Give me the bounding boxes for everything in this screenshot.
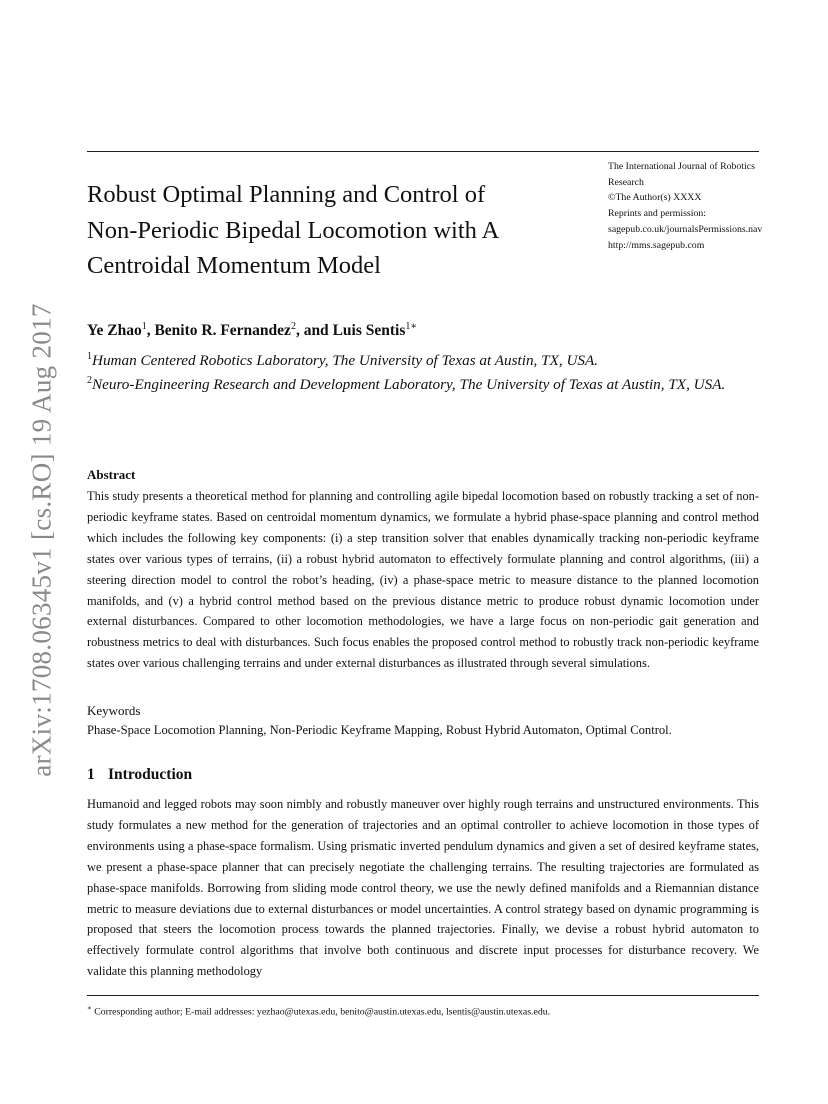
paper-title [87,177,557,284]
affiliation-mark: 1 [141,321,147,332]
footnote-mark: ∗ [87,1004,92,1012]
affiliation-text: Human Centered Robotics Laboratory, The University of Texas at Austin, TX, USA. [92,352,599,370]
author-list [87,321,417,340]
footnote [87,1004,550,1017]
abstract-heading: Abstract [87,467,136,482]
journal-copyright: ©The Author(s) XXXX [608,192,702,204]
journal-name-cont: Research [608,176,644,188]
author-separator: , [146,322,155,340]
footnote-rule [87,995,759,996]
journal-info [608,159,773,253]
section-number: 1 [87,766,95,783]
affiliation-mark: 2 [87,375,92,386]
affiliation-mark: 2 [290,321,296,332]
author-name: Benito R. Fernandez [154,322,291,340]
journal-reprints: Reprints and permission: [608,208,706,220]
affiliation-mark: 1 [87,351,92,362]
introduction-body: Humanoid and legged robots may soon nimbly and robustly maneuver over highly rough terrains and unstructured environments. This study formulates a new method for the generation of trajectories and an optimal controller to achieve locomotion in those types of environments using a phase-space formalism. Using prismatic inverted pendulum dynamics and given a set of desired keyframe states, we present a phase-space planner that can precisely negotiate the challenging terrains. The resulting trajectories are formulated as phase-space manifolds. Borrowing from sliding mode control theory, we use the newly defined manifolds and a Riemannian distance metric to measure deviations due to external disturbances or model uncertainties. A control strategy based on dynamic programming is proposed that steers the locomotion process towards the planned trajectories. Finally, we devise a robust hybrid automaton to effectively formulate control algorithms that involve both continuous and discrete input processes for disturbance recovery. We validate this planning methodology [87,797,759,979]
affiliation-2 [87,369,759,397]
section-title: Introduction [108,766,193,783]
author-name: Luis Sentis [332,322,406,340]
author-name: Ye Zhao [87,322,142,340]
journal-reprints-url: sagepub.co.uk/journalsPermissions.nav [608,223,763,235]
title-line: Centroidal Momentum Model [87,252,381,279]
section-heading [87,766,192,784]
affiliation-mark: 1∗ [405,321,418,332]
keywords-list: Phase-Space Locomotion Planning, Non-Periodic Keyframe Mapping, Robust Hybrid Automaton, Optimal Control. [87,723,672,737]
title-line: Non-Periodic Bipedal Locomotion with A [87,216,500,244]
abstract-body: This study presents a theoretical method for planning and controlling agile bipedal locomotion based on robustly tracking a set of non-periodic keyframe states. Based on centroidal momentum dynamics, we formulate a hybrid phase-space planning and control method which includes the following key components: (i) a step transition solver that enables dynamically tracking non-periodic keyframe states over various types of terrains, (ii) a robust hybrid automaton to effectively formulate planning and control algorithms, (iii) a steering direction model to control the robot’s heading, (iv) a phase-space metric to measure distance to the planned locomotion manifolds, and (v) a hybrid control method based on the previous distance metric to produce robust dynamic locomotion under external disturbances. Compared to other locomotion methodologies, we have a large focus on non-periodic gait generation and robustness metrics to deal with disturbances. Such focus enables the proposed control method to robustly track non-periodic keyframe states over various challenging terrains and under external disturbances as illustrated through several simulations. [87,489,759,671]
journal-name: The International Journal of Robotics [608,161,755,172]
keywords-heading: Keywords [87,703,141,718]
arxiv-stamp: arXiv:1708.06345v1 [cs.RO] 19 Aug 2017 [26,303,57,777]
author-separator: , and [295,322,333,340]
journal-site-url: http://mms.sagepub.com [608,239,705,251]
footnote-text: Corresponding author; E-mail addresses: yezhao@utexas.edu, benito@austin.utexas.edu, lsentis@austin.utexas.edu. [94,1006,551,1018]
affiliation-text: Neuro-Engineering Research and Development Laboratory, The University of Texas at Austin, TX, USA. [92,376,726,394]
header-rule [87,151,759,152]
title-line: Robust Optimal Planning and Control of [87,181,486,208]
